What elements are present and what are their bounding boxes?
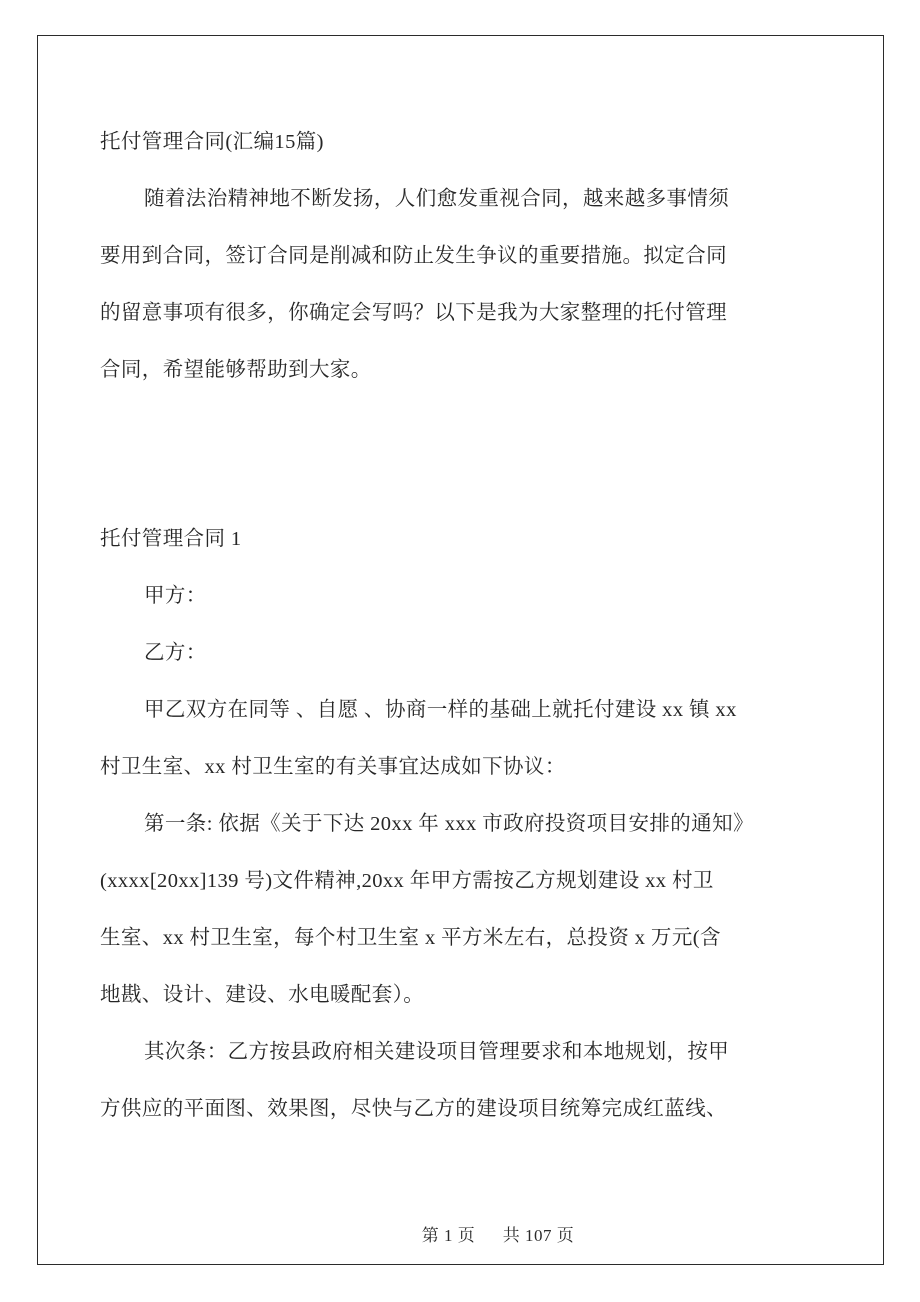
preamble-line-2: 村卫生室、xx 村卫生室的有关事宜达成如下协议： bbox=[100, 756, 566, 778]
article-one-line-2: (xxxx[20xx]139 号)文件精神,20xx 年甲方需按乙方规划建设 xx 村卫 bbox=[100, 870, 714, 892]
footer-current-prefix: 第 bbox=[421, 1226, 440, 1245]
party-a-label: 甲方： bbox=[144, 585, 207, 607]
footer-page-unit: 页 bbox=[457, 1226, 476, 1245]
paragraph-spacer bbox=[100, 399, 815, 511]
section-heading: 托付管理合同 1 bbox=[100, 528, 242, 550]
intro-paragraph-line-3: 的留意事项有很多，你确定会写吗？以下是我为大家整理的托付管理 bbox=[100, 302, 727, 324]
intro-paragraph-line-4: 合同，希望能够帮助到大家。 bbox=[100, 359, 372, 381]
article-two-line-1: 其次条：乙方按县政府相关建设项目管理要求和本地规划，按甲 bbox=[144, 1041, 730, 1063]
footer-total-pages: 107 bbox=[525, 1226, 552, 1245]
page-border-frame bbox=[37, 35, 884, 1265]
document-title: 托付管理合同(汇编15篇) bbox=[100, 131, 324, 153]
party-b-label: 乙方： bbox=[144, 642, 207, 664]
article-one-line-1: 第一条: 依据《关于下达 20xx 年 xxx 市政府投资项目安排的通知》 bbox=[144, 813, 754, 835]
document-body bbox=[100, 114, 815, 1138]
page-footer bbox=[38, 1221, 920, 1246]
footer-current-page: 1 bbox=[444, 1226, 453, 1245]
article-one-line-4: 地戡、设计、建设、水电暖配套）。 bbox=[100, 984, 425, 1006]
footer-total-unit: 页 bbox=[556, 1226, 575, 1245]
intro-paragraph-line-2: 要用到合同，签订合同是削减和防止发生争议的重要措施。拟定合同 bbox=[100, 245, 727, 267]
article-two-line-2: 方供应的平面图、效果图，尽快与乙方的建设项目统筹完成红蓝线、 bbox=[100, 1098, 727, 1120]
article-one-line-3: 生室、xx 村卫生室，每个村卫生室 x 平方米左右，总投资 x 万元(含 bbox=[100, 927, 721, 949]
preamble-line-1: 甲乙双方在同等 、自愿 、协商一样的基础上就托付建设 xx 镇 xx bbox=[144, 699, 737, 721]
intro-paragraph-line-1: 随着法治精神地不断发扬，人们愈发重视合同，越来越多事情须 bbox=[144, 188, 730, 210]
footer-total-prefix: 共 bbox=[502, 1226, 521, 1245]
